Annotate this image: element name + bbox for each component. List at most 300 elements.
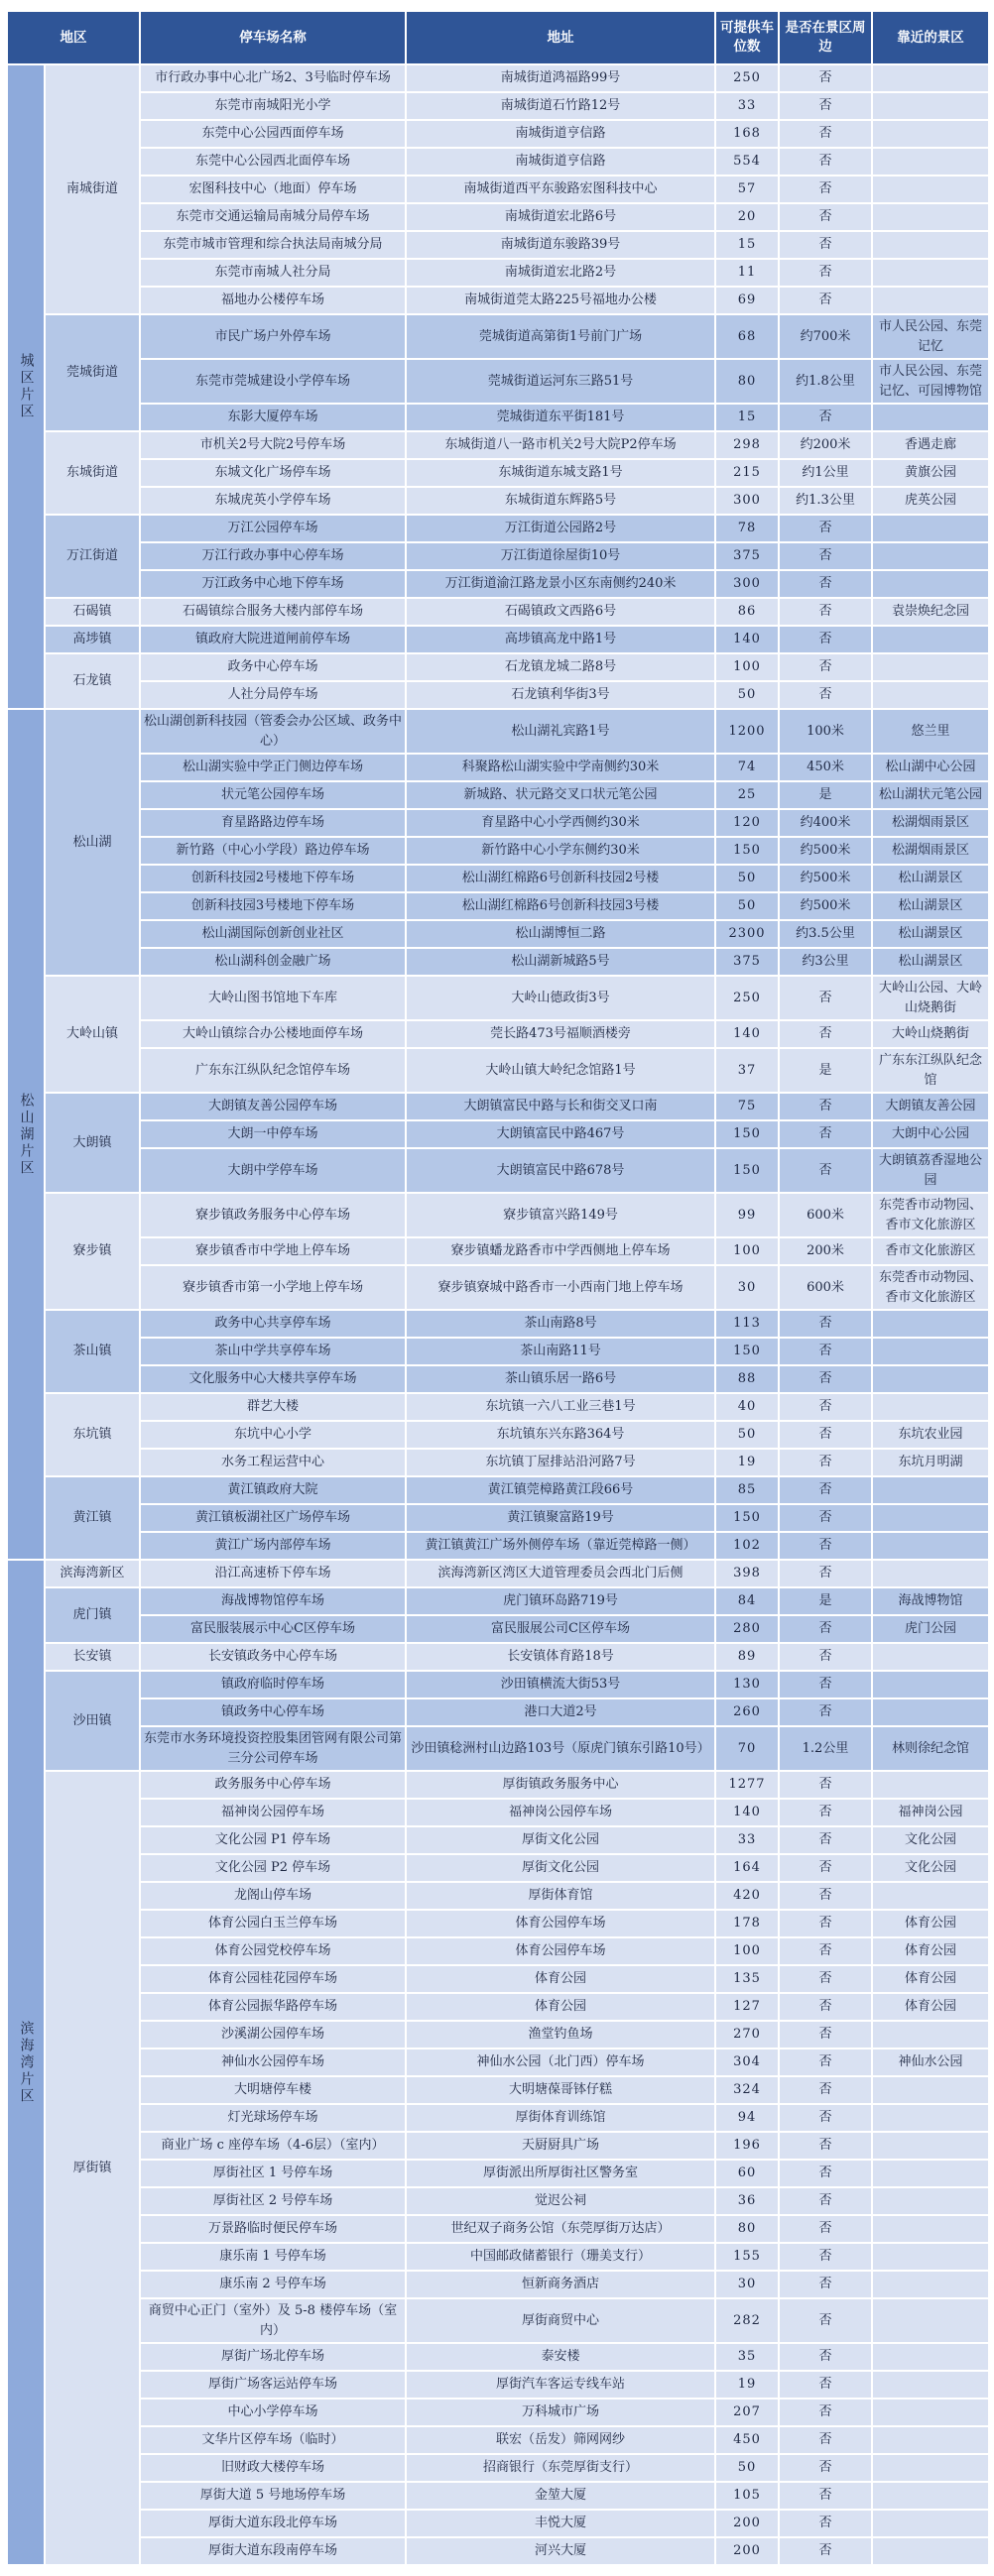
near-scenic-cell: 否 bbox=[779, 1532, 872, 1560]
near-scenic-cell: 否 bbox=[779, 2243, 872, 2271]
spots-cell: 100 bbox=[715, 653, 779, 681]
near-scenic-cell: 否 bbox=[779, 2399, 872, 2426]
spots-cell: 37 bbox=[715, 1048, 779, 1093]
scenic-cell: 虎英公园 bbox=[872, 487, 989, 515]
near-scenic-cell: 否 bbox=[779, 2510, 872, 2537]
address-cell: 寮步镇富兴路149号 bbox=[406, 1193, 715, 1237]
address-cell: 大岭山镇大岭纪念馆路1号 bbox=[406, 1048, 715, 1093]
table-row bbox=[7, 2537, 989, 2565]
address-cell: 莞长路473号福顺酒楼旁 bbox=[406, 1020, 715, 1048]
address-cell: 东坑镇丁屋排站沿河路7号 bbox=[406, 1449, 715, 1476]
spots-cell: 398 bbox=[715, 1560, 779, 1587]
table-row bbox=[7, 681, 989, 709]
address-cell: 虎门镇环岛路719号 bbox=[406, 1587, 715, 1615]
parking-name-cell: 寮步镇香市中学地上停车场 bbox=[140, 1237, 406, 1265]
table-row bbox=[7, 1587, 989, 1615]
address-cell: 长安镇体育路18号 bbox=[406, 1643, 715, 1671]
scenic-cell bbox=[872, 2426, 989, 2454]
table-row bbox=[7, 431, 989, 459]
near-scenic-cell: 否 bbox=[779, 287, 872, 314]
near-scenic-cell: 否 bbox=[779, 2021, 872, 2049]
near-scenic-cell: 否 bbox=[779, 570, 872, 598]
scenic-cell bbox=[872, 64, 989, 92]
parking-name-cell: 厚街大道 5 号地场停车场 bbox=[140, 2482, 406, 2510]
near-scenic-cell: 约1.3公里 bbox=[779, 487, 872, 515]
near-scenic-cell: 否 bbox=[779, 2343, 872, 2371]
spots-cell: 69 bbox=[715, 287, 779, 314]
scenic-cell: 广东东江纵队纪念馆 bbox=[872, 1048, 989, 1093]
address-cell: 东坑镇一六八工业三巷1号 bbox=[406, 1393, 715, 1421]
address-cell: 金堃大厦 bbox=[406, 2482, 715, 2510]
column-header-address: 地址 bbox=[406, 11, 715, 64]
address-cell: 南城街道宏北路2号 bbox=[406, 259, 715, 287]
near-scenic-cell: 否 bbox=[779, 1643, 872, 1671]
spots-cell: 140 bbox=[715, 1020, 779, 1048]
scenic-cell bbox=[872, 148, 989, 176]
parking-name-cell: 康乐南 1 号停车场 bbox=[140, 2243, 406, 2271]
table-row bbox=[7, 2049, 989, 2076]
parking-name-cell: 海战博物馆停车场 bbox=[140, 1587, 406, 1615]
address-cell: 体育公园停车场 bbox=[406, 1937, 715, 1965]
table-row bbox=[7, 1048, 989, 1093]
region-cell: 城区片区 bbox=[7, 64, 45, 709]
near-scenic-cell: 否 bbox=[779, 1771, 872, 1799]
district-cell: 高埗镇 bbox=[45, 626, 140, 653]
parking-name-cell: 石碣镇综合服务大楼内部停车场 bbox=[140, 598, 406, 626]
scenic-cell bbox=[872, 1365, 989, 1393]
scenic-cell bbox=[872, 1532, 989, 1560]
parking-name-cell: 大岭山图书馆地下车库 bbox=[140, 976, 406, 1020]
address-cell: 新竹路中心小学东侧约30米 bbox=[406, 837, 715, 865]
scenic-cell: 香遇走廊 bbox=[872, 431, 989, 459]
scenic-cell bbox=[872, 2537, 989, 2565]
spots-cell: 84 bbox=[715, 1587, 779, 1615]
scenic-cell bbox=[872, 2104, 989, 2132]
spots-cell: 80 bbox=[715, 2215, 779, 2243]
spots-cell: 105 bbox=[715, 2482, 779, 2510]
table-row bbox=[7, 2271, 989, 2298]
table-row bbox=[7, 459, 989, 487]
address-cell: 福神岗公园停车场 bbox=[406, 1799, 715, 1826]
near-scenic-cell: 否 bbox=[779, 1799, 872, 1826]
spots-cell: 127 bbox=[715, 1993, 779, 2021]
table-row bbox=[7, 2482, 989, 2510]
parking-name-cell: 松山湖实验中学正门侧边停车场 bbox=[140, 754, 406, 781]
parking-name-cell: 厚街大道东段南停车场 bbox=[140, 2537, 406, 2565]
near-scenic-cell: 100米 bbox=[779, 709, 872, 754]
scenic-cell bbox=[872, 2243, 989, 2271]
region-cell: 松山湖片区 bbox=[7, 709, 45, 1560]
scenic-cell bbox=[872, 287, 989, 314]
near-scenic-cell: 200米 bbox=[779, 1237, 872, 1265]
scenic-cell bbox=[872, 626, 989, 653]
parking-name-cell: 人社分局停车场 bbox=[140, 681, 406, 709]
table-row bbox=[7, 2104, 989, 2132]
address-cell: 南城街道莞太路225号福地办公楼 bbox=[406, 287, 715, 314]
parking-name-cell: 松山湖国际创新创业社区 bbox=[140, 920, 406, 948]
near-scenic-cell: 否 bbox=[779, 1148, 872, 1193]
spots-cell: 11 bbox=[715, 259, 779, 287]
table-row bbox=[7, 2298, 989, 2343]
column-header-near-scenic: 是否在景区周边 bbox=[779, 11, 872, 64]
spots-cell: 164 bbox=[715, 1854, 779, 1882]
scenic-cell bbox=[872, 231, 989, 259]
table-row bbox=[7, 1449, 989, 1476]
near-scenic-cell: 约500米 bbox=[779, 837, 872, 865]
scenic-cell bbox=[872, 515, 989, 542]
address-cell: 东坑镇东兴东路364号 bbox=[406, 1421, 715, 1449]
near-scenic-cell: 约200米 bbox=[779, 431, 872, 459]
table-row bbox=[7, 359, 989, 404]
scenic-cell: 松山湖景区 bbox=[872, 948, 989, 976]
table-row bbox=[7, 598, 989, 626]
spots-cell: 15 bbox=[715, 404, 779, 431]
spots-cell: 30 bbox=[715, 1265, 779, 1310]
scenic-cell: 东莞香市动物园、香市文化旅游区 bbox=[872, 1193, 989, 1237]
parking-name-cell: 黄江镇政府大院 bbox=[140, 1476, 406, 1504]
header-row bbox=[7, 11, 989, 64]
district-cell: 大朗镇 bbox=[45, 1093, 140, 1193]
district-cell: 大岭山镇 bbox=[45, 976, 140, 1093]
spots-cell: 19 bbox=[715, 1449, 779, 1476]
table-row bbox=[7, 1993, 989, 2021]
spots-cell: 89 bbox=[715, 1643, 779, 1671]
spots-cell: 200 bbox=[715, 2510, 779, 2537]
table-row bbox=[7, 1093, 989, 1120]
table-row bbox=[7, 1265, 989, 1310]
parking-name-cell: 水务工程运营中心 bbox=[140, 1449, 406, 1476]
spots-cell: 150 bbox=[715, 1148, 779, 1193]
near-scenic-cell: 否 bbox=[779, 1826, 872, 1854]
table-row bbox=[7, 314, 989, 359]
table-row bbox=[7, 259, 989, 287]
address-cell: 松山湖博恒二路 bbox=[406, 920, 715, 948]
parking-name-cell: 福地办公楼停车场 bbox=[140, 287, 406, 314]
spots-cell: 33 bbox=[715, 92, 779, 120]
address-cell: 新城路、状元路交叉口状元笔公园 bbox=[406, 781, 715, 809]
parking-name-cell: 万江政务中心地下停车场 bbox=[140, 570, 406, 598]
parking-name-cell: 新竹路（中心小学段）路边停车场 bbox=[140, 837, 406, 865]
near-scenic-cell: 否 bbox=[779, 1476, 872, 1504]
parking-name-cell: 福神岗公园停车场 bbox=[140, 1799, 406, 1826]
address-cell: 南城街道亨信路 bbox=[406, 148, 715, 176]
address-cell: 东城街道东城支路1号 bbox=[406, 459, 715, 487]
address-cell: 渔堂钓鱼场 bbox=[406, 2021, 715, 2049]
parking-name-cell: 体育公园党校停车场 bbox=[140, 1937, 406, 1965]
near-scenic-cell: 600米 bbox=[779, 1265, 872, 1310]
near-scenic-cell: 否 bbox=[779, 2104, 872, 2132]
spots-cell: 75 bbox=[715, 1093, 779, 1120]
near-scenic-cell: 否 bbox=[779, 1504, 872, 1532]
district-cell: 松山湖 bbox=[45, 709, 140, 976]
near-scenic-cell: 约700米 bbox=[779, 314, 872, 359]
spots-cell: 155 bbox=[715, 2243, 779, 2271]
table-row bbox=[7, 1826, 989, 1854]
scenic-cell bbox=[872, 681, 989, 709]
scenic-cell: 体育公园 bbox=[872, 1937, 989, 1965]
spots-cell: 80 bbox=[715, 359, 779, 404]
parking-name-cell: 万景路临时便民停车场 bbox=[140, 2215, 406, 2243]
parking-name-cell: 厚街广场北停车场 bbox=[140, 2343, 406, 2371]
table-row bbox=[7, 1193, 989, 1237]
spots-cell: 375 bbox=[715, 542, 779, 570]
table-row bbox=[7, 2371, 989, 2399]
near-scenic-cell: 否 bbox=[779, 976, 872, 1020]
near-scenic-cell: 否 bbox=[779, 1965, 872, 1993]
parking-name-cell: 东城文化广场停车场 bbox=[140, 459, 406, 487]
table-row bbox=[7, 515, 989, 542]
spots-cell: 33 bbox=[715, 1826, 779, 1854]
address-cell: 富民服展公司C区停车场 bbox=[406, 1615, 715, 1643]
near-scenic-cell: 否 bbox=[779, 203, 872, 231]
parking-name-cell: 镇政府临时停车场 bbox=[140, 1671, 406, 1698]
spots-cell: 250 bbox=[715, 64, 779, 92]
district-cell: 石碣镇 bbox=[45, 598, 140, 626]
address-cell: 莞城街道东平街181号 bbox=[406, 404, 715, 431]
table-row bbox=[7, 1698, 989, 1726]
address-cell: 莞城街道高第街1号前门广场 bbox=[406, 314, 715, 359]
table-row bbox=[7, 1671, 989, 1698]
near-scenic-cell: 否 bbox=[779, 120, 872, 148]
scenic-cell: 松湖烟雨景区 bbox=[872, 809, 989, 837]
near-scenic-cell: 否 bbox=[779, 2298, 872, 2343]
parking-name-cell: 松山湖创新科技园（管委会办公区域、政务中心） bbox=[140, 709, 406, 754]
table-row bbox=[7, 120, 989, 148]
address-cell: 沙田镇横流大街53号 bbox=[406, 1671, 715, 1698]
near-scenic-cell: 否 bbox=[779, 1449, 872, 1476]
address-cell: 世纪双子商务公馆（东莞厚街万达店） bbox=[406, 2215, 715, 2243]
address-cell: 厚街汽车客运专线车站 bbox=[406, 2371, 715, 2399]
table-row bbox=[7, 2426, 989, 2454]
spots-cell: 135 bbox=[715, 1965, 779, 1993]
parking-name-cell: 东莞市南城人社分局 bbox=[140, 259, 406, 287]
address-cell: 南城街道宏北路6号 bbox=[406, 203, 715, 231]
scenic-cell bbox=[872, 1643, 989, 1671]
parking-name-cell: 镇政务中心停车场 bbox=[140, 1698, 406, 1726]
spots-cell: 150 bbox=[715, 837, 779, 865]
spots-cell: 270 bbox=[715, 2021, 779, 2049]
scenic-cell: 大朗镇荔香湿地公园 bbox=[872, 1148, 989, 1193]
address-cell: 茶山南路8号 bbox=[406, 1310, 715, 1338]
scenic-cell bbox=[872, 2021, 989, 2049]
address-cell: 松山湖礼宾路1号 bbox=[406, 709, 715, 754]
address-cell: 黄江镇黄江广场外侧停车场（靠近莞樟路一侧） bbox=[406, 1532, 715, 1560]
spots-cell: 60 bbox=[715, 2160, 779, 2187]
near-scenic-cell: 否 bbox=[779, 2371, 872, 2399]
parking-name-cell: 东莞中心公园西北面停车场 bbox=[140, 148, 406, 176]
address-cell: 东城街道东辉路5号 bbox=[406, 487, 715, 515]
scenic-cell bbox=[872, 1393, 989, 1421]
address-cell: 觉迟公祠 bbox=[406, 2187, 715, 2215]
spots-cell: 86 bbox=[715, 598, 779, 626]
near-scenic-cell: 否 bbox=[779, 515, 872, 542]
near-scenic-cell: 是 bbox=[779, 781, 872, 809]
address-cell: 育星路中心小学西侧约30米 bbox=[406, 809, 715, 837]
table-row bbox=[7, 148, 989, 176]
table-row bbox=[7, 781, 989, 809]
table-row bbox=[7, 64, 989, 92]
address-cell: 科聚路松山湖实验中学南侧约30米 bbox=[406, 754, 715, 781]
address-cell: 南城街道鸿福路99号 bbox=[406, 64, 715, 92]
scenic-cell bbox=[872, 2399, 989, 2426]
near-scenic-cell: 约500米 bbox=[779, 865, 872, 892]
scenic-cell bbox=[872, 1882, 989, 1910]
scenic-cell bbox=[872, 2160, 989, 2187]
near-scenic-cell: 约1公里 bbox=[779, 459, 872, 487]
spots-cell: 85 bbox=[715, 1476, 779, 1504]
scenic-cell bbox=[872, 120, 989, 148]
table-row bbox=[7, 1799, 989, 1826]
scenic-cell bbox=[872, 2187, 989, 2215]
parking-name-cell: 厚街社区 1 号停车场 bbox=[140, 2160, 406, 2187]
spots-cell: 120 bbox=[715, 809, 779, 837]
scenic-cell bbox=[872, 1671, 989, 1698]
near-scenic-cell: 否 bbox=[779, 653, 872, 681]
near-scenic-cell: 约400米 bbox=[779, 809, 872, 837]
table-row bbox=[7, 754, 989, 781]
near-scenic-cell: 否 bbox=[779, 1310, 872, 1338]
parking-name-cell: 镇政府大院进道闸前停车场 bbox=[140, 626, 406, 653]
district-cell: 寮步镇 bbox=[45, 1193, 140, 1310]
near-scenic-cell: 否 bbox=[779, 626, 872, 653]
parking-name-cell: 万江行政办事中心停车场 bbox=[140, 542, 406, 570]
parking-name-cell: 大朗镇友善公园停车场 bbox=[140, 1093, 406, 1120]
scenic-cell: 大岭山公园、大岭山烧鹅街 bbox=[872, 976, 989, 1020]
parking-name-cell: 茶山中学共享停车场 bbox=[140, 1338, 406, 1365]
near-scenic-cell: 否 bbox=[779, 259, 872, 287]
table-row bbox=[7, 203, 989, 231]
spots-cell: 140 bbox=[715, 626, 779, 653]
parking-name-cell: 厚街大道东段北停车场 bbox=[140, 2510, 406, 2537]
near-scenic-cell: 否 bbox=[779, 1093, 872, 1120]
scenic-cell: 市人民公园、东莞记忆 bbox=[872, 314, 989, 359]
address-cell: 万科城市广场 bbox=[406, 2399, 715, 2426]
address-cell: 石龙镇利华街3号 bbox=[406, 681, 715, 709]
table-row bbox=[7, 1365, 989, 1393]
parking-table-body bbox=[7, 64, 989, 2565]
scenic-cell bbox=[872, 2482, 989, 2510]
near-scenic-cell: 否 bbox=[779, 681, 872, 709]
parking-name-cell: 富民服装展示中心C区停车场 bbox=[140, 1615, 406, 1643]
spots-cell: 30 bbox=[715, 2271, 779, 2298]
table-row bbox=[7, 1476, 989, 1504]
spots-cell: 282 bbox=[715, 2298, 779, 2343]
parking-name-cell: 育星路路边停车场 bbox=[140, 809, 406, 837]
address-cell: 万江街道渝江路龙景小区东南侧约240米 bbox=[406, 570, 715, 598]
scenic-cell: 东坑月明湖 bbox=[872, 1449, 989, 1476]
parking-table-header bbox=[7, 11, 989, 64]
near-scenic-cell: 否 bbox=[779, 2454, 872, 2482]
table-row bbox=[7, 1937, 989, 1965]
scenic-cell bbox=[872, 2343, 989, 2371]
parking-name-cell: 市机关2号大院2号停车场 bbox=[140, 431, 406, 459]
near-scenic-cell: 否 bbox=[779, 231, 872, 259]
table-row bbox=[7, 976, 989, 1020]
address-cell: 寮步镇寮城中路香市一小西南门地上停车场 bbox=[406, 1265, 715, 1310]
table-row bbox=[7, 2243, 989, 2271]
table-row bbox=[7, 2021, 989, 2049]
address-cell: 招商银行（东莞厚街支行） bbox=[406, 2454, 715, 2482]
address-cell: 寮步镇蟠龙路香市中学西侧地上停车场 bbox=[406, 1237, 715, 1265]
spots-cell: 50 bbox=[715, 892, 779, 920]
table-row bbox=[7, 709, 989, 754]
address-cell: 厚街文化公园 bbox=[406, 1826, 715, 1854]
address-cell: 黄江镇莞樟路黄江段66号 bbox=[406, 1476, 715, 1504]
table-row bbox=[7, 1310, 989, 1338]
near-scenic-cell: 否 bbox=[779, 2049, 872, 2076]
spots-cell: 57 bbox=[715, 176, 779, 203]
parking-name-cell: 大朗一中停车场 bbox=[140, 1120, 406, 1148]
table-row bbox=[7, 920, 989, 948]
table-row bbox=[7, 2132, 989, 2160]
spots-cell: 94 bbox=[715, 2104, 779, 2132]
address-cell: 厚街商贸中心 bbox=[406, 2298, 715, 2343]
spots-cell: 113 bbox=[715, 1310, 779, 1338]
table-row bbox=[7, 287, 989, 314]
parking-name-cell: 文华片区停车场（临时） bbox=[140, 2426, 406, 2454]
address-cell: 厚街体育训练馆 bbox=[406, 2104, 715, 2132]
spots-cell: 150 bbox=[715, 1120, 779, 1148]
scenic-cell bbox=[872, 570, 989, 598]
spots-cell: 50 bbox=[715, 1421, 779, 1449]
spots-cell: 35 bbox=[715, 2343, 779, 2371]
table-row bbox=[7, 1120, 989, 1148]
spots-cell: 324 bbox=[715, 2076, 779, 2104]
parking-name-cell: 沿江高速桥下停车场 bbox=[140, 1560, 406, 1587]
table-row bbox=[7, 1421, 989, 1449]
table-row bbox=[7, 1393, 989, 1421]
spots-cell: 260 bbox=[715, 1698, 779, 1726]
scenic-cell bbox=[872, 1698, 989, 1726]
scenic-cell bbox=[872, 1560, 989, 1587]
parking-name-cell: 神仙水公园停车场 bbox=[140, 2049, 406, 2076]
scenic-cell bbox=[872, 542, 989, 570]
district-cell: 沙田镇 bbox=[45, 1671, 140, 1771]
address-cell: 厚街镇政务服务中心 bbox=[406, 1771, 715, 1799]
parking-name-cell: 康乐南 2 号停车场 bbox=[140, 2271, 406, 2298]
table-row bbox=[7, 2343, 989, 2371]
scenic-cell bbox=[872, 2510, 989, 2537]
parking-name-cell: 长安镇政务中心停车场 bbox=[140, 1643, 406, 1671]
district-cell: 东城街道 bbox=[45, 431, 140, 515]
table-row bbox=[7, 653, 989, 681]
parking-name-cell: 体育公园白玉兰停车场 bbox=[140, 1910, 406, 1937]
scenic-cell: 松山湖中心公园 bbox=[872, 754, 989, 781]
scenic-cell: 文化公园 bbox=[872, 1826, 989, 1854]
spots-cell: 36 bbox=[715, 2187, 779, 2215]
table-row bbox=[7, 626, 989, 653]
parking-name-cell: 万江公园停车场 bbox=[140, 515, 406, 542]
parking-name-cell: 政务中心停车场 bbox=[140, 653, 406, 681]
spots-cell: 100 bbox=[715, 1937, 779, 1965]
address-cell: 大岭山德政街3号 bbox=[406, 976, 715, 1020]
scenic-cell bbox=[872, 653, 989, 681]
parking-name-cell: 体育公园振华路停车场 bbox=[140, 1993, 406, 2021]
address-cell: 万江街道公园路2号 bbox=[406, 515, 715, 542]
address-cell: 体育公园 bbox=[406, 1993, 715, 2021]
parking-name-cell: 广东东江纵队纪念馆停车场 bbox=[140, 1048, 406, 1093]
address-cell: 南城街道西平东骏路宏图科技中心 bbox=[406, 176, 715, 203]
parking-name-cell: 东城虎英小学停车场 bbox=[140, 487, 406, 515]
parking-name-cell: 东坑中心小学 bbox=[140, 1421, 406, 1449]
spots-cell: 200 bbox=[715, 2537, 779, 2565]
table-row bbox=[7, 1020, 989, 1048]
address-cell: 联宏（岳发）筛网网纱 bbox=[406, 2426, 715, 2454]
scenic-cell bbox=[872, 259, 989, 287]
table-row bbox=[7, 892, 989, 920]
address-cell: 石龙镇龙城二路8号 bbox=[406, 653, 715, 681]
parking-name-cell: 灯光球场停车场 bbox=[140, 2104, 406, 2132]
